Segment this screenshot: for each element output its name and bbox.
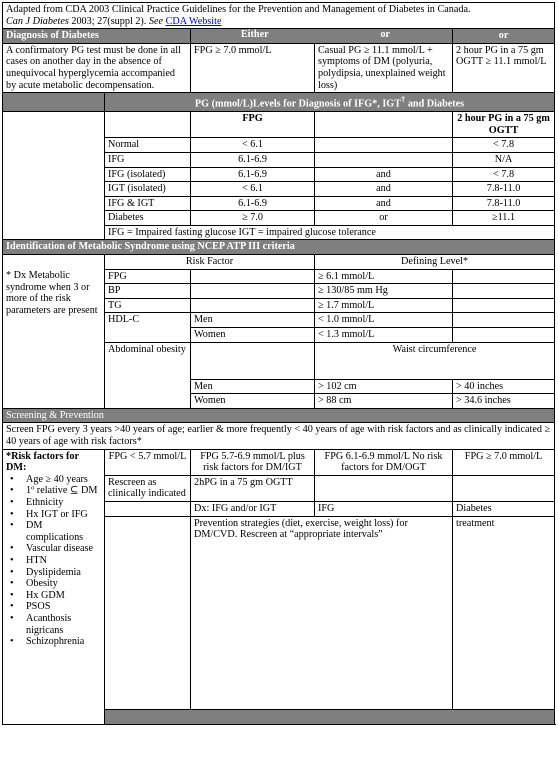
ifg-row-fpg: 6.1-6.9 [191, 152, 315, 167]
ifg-row [3, 211, 555, 226]
fpg-ge-70: FPG ≥ 7.0 mmol/L [453, 449, 555, 475]
ifg-igt-title: PG (mmol/L)Levels for Diagnosis of IFG*, IGT† and Diabetes [105, 93, 555, 112]
metabolic-dx-note: * Dx Metabolic syndrome when 3 or more of the risk parameters are present [3, 269, 105, 408]
source-line-1: Adapted from CDA 2003 Clinical Practice Guidelines for the Prevention and Management of Diabetes in Canada. [6, 4, 471, 15]
metabolic-syndrome-title: Identification of Metabolic Syndrome using NCEP ATP III criteria [3, 240, 555, 255]
guideline-document [2, 2, 554, 725]
risk-factor-item: • Dyslipidemia [6, 567, 101, 579]
ifg-row-label: IGT (isolated) [105, 182, 191, 197]
see-text: See [148, 15, 166, 27]
rescreen-note: Rescreen as clinically indicated [105, 475, 191, 501]
risk-factor-name: BP [105, 284, 191, 299]
dx-diabetes: Diabetes [453, 501, 555, 516]
defining-level: ≥ 6.1 mmol/L [315, 269, 453, 284]
waist-cm: > 88 cm [315, 394, 453, 409]
fpg-criterion: FPG ≥ 7.0 mmol/L [191, 43, 315, 92]
risk-factor-item: • Obesity [6, 578, 101, 590]
risk-factor-item: • Age ≥ 40 years [6, 474, 101, 486]
defining-level: ≥ 1.7 mmol/L [315, 298, 453, 313]
ifg-row-2h-pg: 7.8-11.0 [453, 196, 555, 211]
ifg-row-label: IFG & IGT [105, 196, 191, 211]
risk-factor-item: • PSOS [6, 601, 101, 613]
ifg-row-conjunction: and [315, 182, 453, 197]
ifg-row [3, 138, 555, 153]
defining-level: < 1.0 mmol/L [315, 313, 453, 328]
ifg-row-label: Diabetes [105, 211, 191, 226]
risk-factor-item: • DM complications [6, 520, 101, 543]
risk-factor-item: • Hx GDM [6, 590, 101, 602]
risk-factor-name: HDL-C [105, 313, 191, 328]
ogtt-2h-note: 2hPG in a 75 gm OGTT [191, 475, 315, 501]
dx-ifg-igt: Dx: IFG and/or IGT [191, 501, 315, 516]
or-label-1: or [380, 29, 391, 41]
ifg-row [3, 182, 555, 197]
risk-factor-item: • Acanthosis nigricans [6, 613, 101, 636]
prevention-strategies: Prevention strategies (diet, exercise, weight loss) for DM/CVD. Rescreen at “appropriate intervals” [191, 516, 453, 709]
risk-factor-sex [191, 298, 315, 313]
fpg-57-69: FPG 5.7-6.9 mmol/L plus risk factors for DM/IGT [191, 449, 315, 475]
risk-factor-item: • Ethnicity [6, 497, 101, 509]
row-spacer [3, 167, 105, 182]
ifg-row-conjunction [315, 152, 453, 167]
risk-factor-sex [191, 269, 315, 284]
waist-sex: Women [191, 394, 315, 409]
waist-sex: Men [191, 379, 315, 394]
journal-name: Can J Diabetes [6, 15, 69, 27]
waist-cm: > 102 cm [315, 379, 453, 394]
ifg-row-conjunction [315, 138, 453, 153]
diagnosis-title: Diagnosis of Diabetes [3, 29, 191, 44]
risk-factor-item: • HTN [6, 555, 101, 567]
waist-inches: > 34.6 inches [453, 394, 555, 409]
risk-factor-sex [191, 284, 315, 299]
risk-factors-title: *Risk factors for DM: [6, 450, 79, 474]
confirmatory-test-note: A confirmatory PG test must be done in all cases on another day in the absence of unequivocal hyperglycemia accompanied by acute metabolic decompensation. [3, 43, 191, 92]
risk-factor-name: FPG [105, 269, 191, 284]
risk-factor-header: Risk Factor [105, 255, 315, 270]
ifg-row-2h-pg: < 7.8 [453, 167, 555, 182]
screening-title: Screening & Prevention [3, 408, 555, 423]
ifg-row-fpg: < 6.1 [191, 138, 315, 153]
row-spacer [3, 182, 105, 197]
ifg-row-conjunction: and [315, 196, 453, 211]
ifg-row-fpg: ≥ 7.0 [191, 211, 315, 226]
ifg-row-conjunction: and [315, 167, 453, 182]
row-spacer [3, 196, 105, 211]
casual-pg-criterion: Casual PG ≥ 11.1 mmol/L + symptoms of DM (polyuria, polydipsia, unexplained weight loss) [315, 43, 453, 92]
cda-website-link[interactable]: CDA Website [165, 15, 222, 27]
ifg-row-fpg: < 6.1 [191, 182, 315, 197]
risk-factor-item: • 1º relative ⊆ DM [6, 485, 101, 497]
journal-ref: 2003; 27(suppl 2). [68, 15, 149, 27]
ogtt-criterion: 2 hour PG in a 75 gm OGTT ≥ 11.1 mmol/L [453, 43, 555, 92]
metabolic-row [3, 269, 555, 284]
ifg-row [3, 152, 555, 167]
fpg-61-69: FPG 6.1-6.9 mmol/L No risk factors for DM/OGT [315, 449, 453, 475]
risk-factor-item: • Hx IGT or IFG [6, 509, 101, 521]
risk-factors-cell [3, 449, 105, 724]
ifg-row-fpg: 6.1-6.9 [191, 167, 315, 182]
risk-factor-sex: Women [191, 328, 315, 343]
ifg-row-2h-pg: < 7.8 [453, 138, 555, 153]
ifg-row [3, 196, 555, 211]
risk-factor-name [105, 328, 191, 343]
ifg-row-2h-pg: N/A [453, 152, 555, 167]
ifg-row-2h-pg: 7.8-11.0 [453, 182, 555, 197]
ifg-row-conjunction: or [315, 211, 453, 226]
risk-factor-sex: Men [191, 313, 315, 328]
source-line-2 [6, 16, 551, 28]
row-spacer [3, 152, 105, 167]
guideline-table [2, 2, 555, 725]
fpg-lt-57: FPG < 5.7 mmol/L [105, 449, 191, 475]
either-label: Either [240, 29, 269, 41]
or-label-2: or [453, 29, 555, 44]
ifg-row-fpg: 6.1-6.9 [191, 196, 315, 211]
defining-level-header: Defining Level* [315, 255, 555, 270]
ifg-row [3, 167, 555, 182]
ifg-row-label: IFG [105, 152, 191, 167]
dx-ifg: IFG [315, 501, 453, 516]
source-citation [3, 3, 555, 29]
ifg-row-label: Normal [105, 138, 191, 153]
footer-bar [105, 709, 555, 724]
risk-factor-name: TG [105, 298, 191, 313]
abdominal-obesity-label: Abdominal obesity [105, 342, 191, 379]
ifg-row-2h-pg: ≥11.1 [453, 211, 555, 226]
defining-level: ≥ 130/85 mm Hg [315, 284, 453, 299]
fpg-column-header: FPG [191, 112, 315, 138]
defining-level: < 1.3 mmol/L [315, 328, 453, 343]
risk-factor-item: • Vascular disease [6, 543, 101, 555]
treatment-note: treatment [453, 516, 555, 709]
screening-intro: Screen FPG every 3 years >40 years of age; earlier & more frequently < 40 years of age with risk factors and as clinically indicated ≥ 40 years of age with risk factors* [3, 423, 555, 449]
waist-inches: > 40 inches [453, 379, 555, 394]
ogtt-column-header: 2 hour PG in a 75 gm OGTT [453, 112, 555, 138]
row-spacer [3, 138, 105, 153]
ifg-row-label: IFG (isolated) [105, 167, 191, 182]
row-spacer [3, 211, 105, 226]
risk-factor-item: • Schizophrenia [6, 636, 101, 648]
ifg-igt-footnote: IFG = Impaired fasting glucose IGT = impaired glucose tolerance [105, 225, 555, 240]
risk-factors-list [6, 474, 101, 648]
waist-circumference-label: Waist circumference [315, 342, 555, 379]
